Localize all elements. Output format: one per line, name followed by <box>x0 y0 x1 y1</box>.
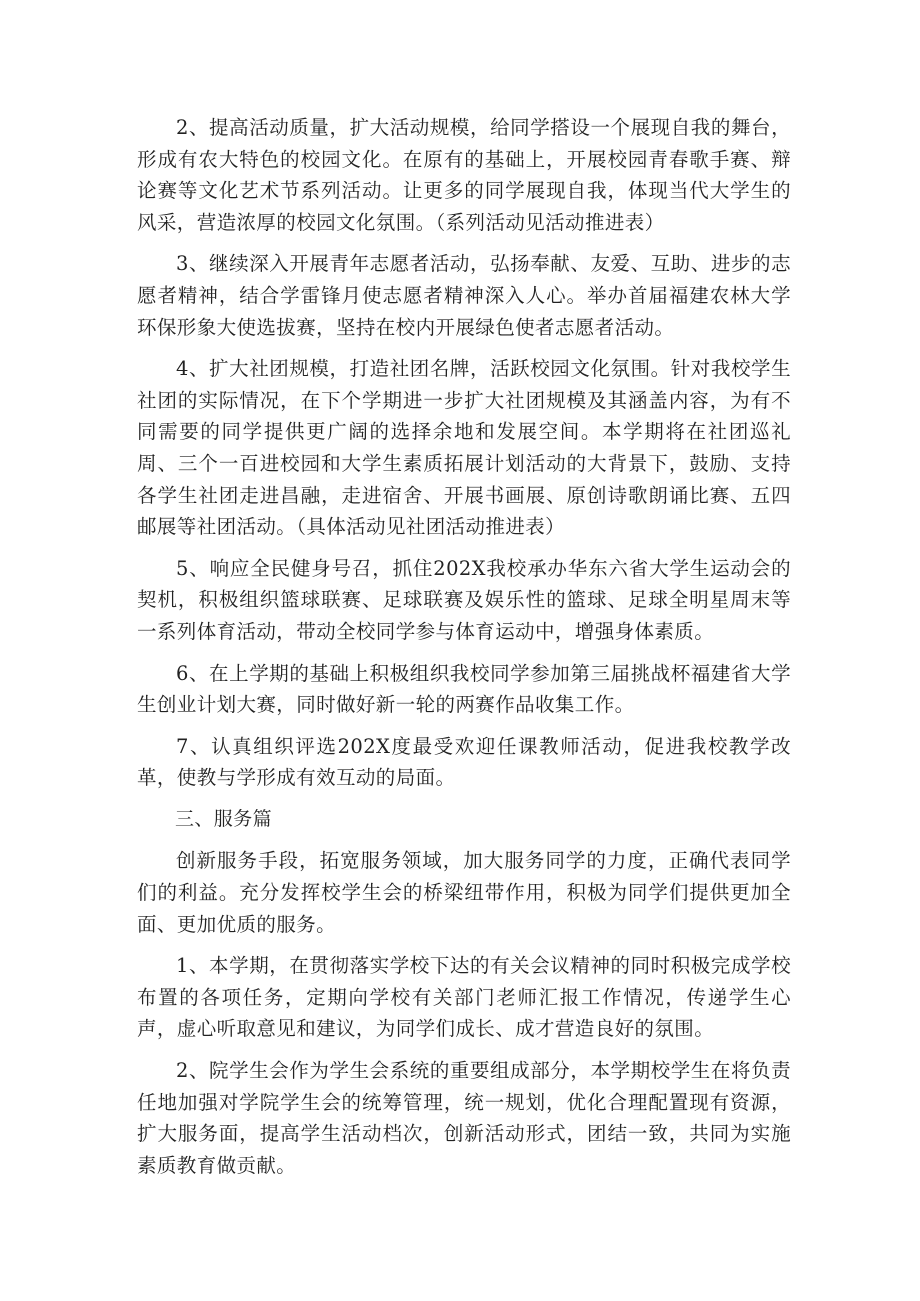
section-heading-service: 三、服务篇 <box>175 807 273 830</box>
paragraph-activity-quality: 2、提高活动质量，扩大活动规模，给同学搭设一个展现自我的舞台，形成有农大特色的校园文化。在原有的基础上，开展校园青春歌手赛、辩论赛等文化艺术节系列活动。让更多的同学展现自我，体现当代大学生的风采，营造浓厚的校园文化氛围。（系列活动见活动推进表） <box>137 116 791 234</box>
paragraph-teacher-award: 7、认真组织评选202X度最受欢迎任课教师活动，促进我校教学改革，使教与学形成有效互动的局面。 <box>137 734 791 790</box>
paragraph-service-1: 1、本学期，在贯彻落实学校下达的有关会议精神的同时积极完成学校布置的各项任务，定期向学校有关部门老师汇报工作情况，传递学生心声，虚心听取意见和建议，为同学们成长、成才营造良好的氛围。 <box>137 954 791 1041</box>
paragraph-challenge-cup: 6、在上学期的基础上积极组织我校同学参加第三届挑战杯福建省大学生创业计划大赛，同时做好新一轮的两赛作品收集工作。 <box>137 661 791 717</box>
paragraph-service-2: 2、院学生会作为学生会系统的重要组成部分，本学期校学生在将负责任地加强对学院学生会的统筹管理，统一规划，优化合理配置现有资源，扩大服务面，提高学生活动档次，创新活动形式，团结一致，共同为实施素质教育做贡献。 <box>137 1059 791 1177</box>
paragraph-service-intro: 创新服务手段，拓宽服务领域，加大服务同学的力度，正确代表同学们的利益。充分发挥校学生会的桥梁纽带作用，积极为同学们提供更加全面、更加优质的服务。 <box>137 849 791 936</box>
paragraph-sports: 5、响应全民健身号召，抓住202X我校承办华东六省大学生运动会的契机，积极组织篮球联赛、足球联赛及娱乐性的篮球、足球全明星周末等一系列体育活动，带动全校同学参与体育运动中，增强身体素质。 <box>137 556 791 643</box>
document-body <box>137 112 791 1191</box>
paragraph-volunteer: 3、继续深入开展青年志愿者活动，弘扬奉献、友爱、互助、进步的志愿者精神，结合学雷锋月使志愿者精神深入人心。举办首届福建农林大学环保形象大使选拔赛，坚持在校内开展绿色使者志愿者活动。 <box>137 252 791 339</box>
paragraph-clubs: 4、扩大社团规模，打造社团名牌，活跃校园文化氛围。针对我校学生社团的实际情况，在下个学期进一步扩大社团规模及其涵盖内容，为有不同需要的同学提供更广阔的选择余地和发展空间。本学期将在社团巡礼周、三个一百进校园和大学生素质拓展计划活动的大背景下，鼓励、支持各学生社团走进昌融，走进宿舍、开展书画展、原创诗歌朗诵比赛、五四邮展等社团活动。（具体活动见社团活动推进表） <box>137 357 791 539</box>
